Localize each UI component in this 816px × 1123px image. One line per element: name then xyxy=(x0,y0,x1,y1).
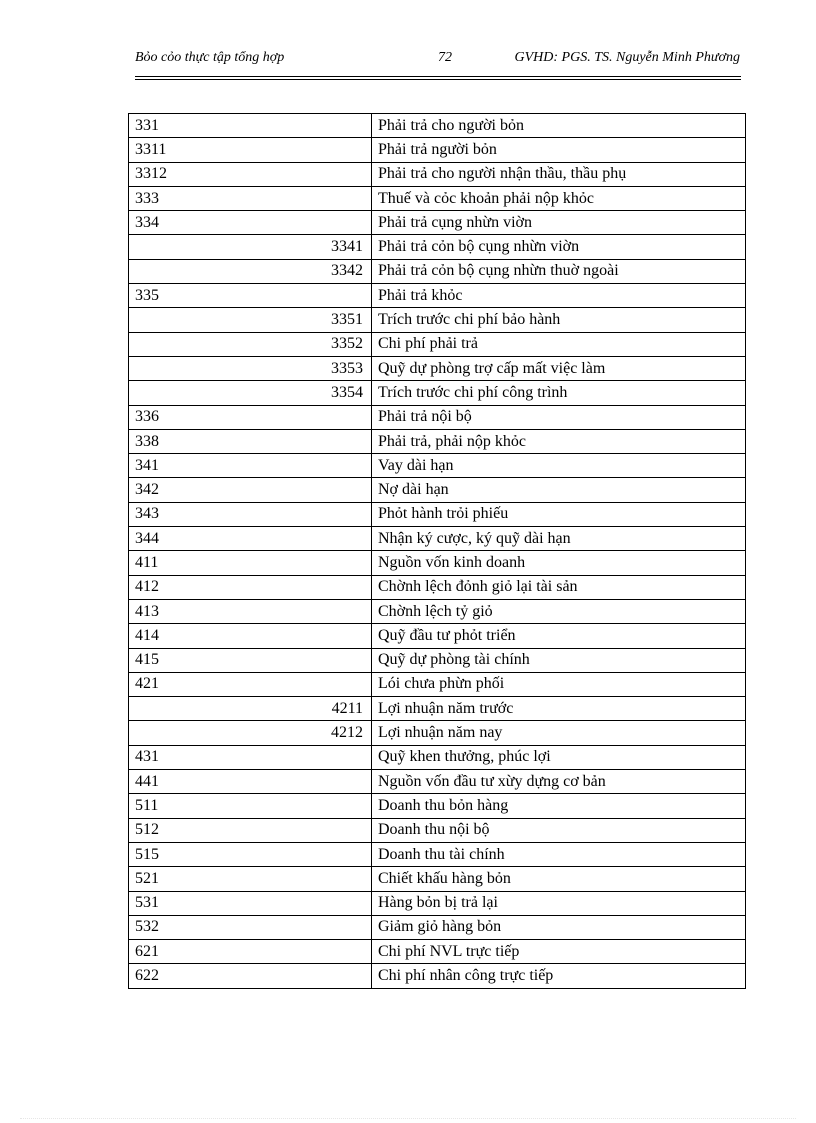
account-name: Nguồn vốn kinh doanh xyxy=(372,551,746,575)
account-name: Vay dài hạn xyxy=(372,454,746,478)
account-code: 341 xyxy=(129,454,372,478)
account-name: Phải trả cho người bỏn xyxy=(372,114,746,138)
account-code: 334 xyxy=(129,211,372,235)
table-row xyxy=(129,502,746,526)
account-code: 3354 xyxy=(129,381,372,405)
account-name: Trích trước chi phí công trình xyxy=(372,381,746,405)
table-row xyxy=(129,842,746,866)
account-name: Doanh thu nội bộ xyxy=(372,818,746,842)
account-code: 344 xyxy=(129,527,372,551)
table-row xyxy=(129,599,746,623)
table-row xyxy=(129,259,746,283)
table-row xyxy=(129,405,746,429)
account-code: 511 xyxy=(129,794,372,818)
account-code: 441 xyxy=(129,770,372,794)
account-code: 412 xyxy=(129,575,372,599)
account-name: Phải trả nội bộ xyxy=(372,405,746,429)
account-code: 415 xyxy=(129,648,372,672)
account-name: Giảm giỏ hàng bỏn xyxy=(372,915,746,939)
table-row xyxy=(129,891,746,915)
account-name: Nợ dài hạn xyxy=(372,478,746,502)
account-code: 4211 xyxy=(129,697,372,721)
account-code: 335 xyxy=(129,284,372,308)
header-rule-bottom xyxy=(135,79,741,80)
table-row xyxy=(129,186,746,210)
table-row xyxy=(129,356,746,380)
account-name: Chi phí NVL trực tiếp xyxy=(372,940,746,964)
account-code: 331 xyxy=(129,114,372,138)
account-name: Quỹ dự phòng tài chính xyxy=(372,648,746,672)
table-row xyxy=(129,624,746,648)
account-code: 336 xyxy=(129,405,372,429)
table-row xyxy=(129,697,746,721)
account-code: 343 xyxy=(129,502,372,526)
supervisor-name: GVHD: PGS. TS. Nguyễn Minh Phương xyxy=(514,50,740,65)
account-name: Phải trả, phải nộp khỏc xyxy=(372,429,746,453)
account-code: 3341 xyxy=(129,235,372,259)
table-row xyxy=(129,867,746,891)
account-name: Phải trả cụng nhừn viờn xyxy=(372,211,746,235)
account-name: Nguồn vốn đầu tư xừy dựng cơ bản xyxy=(372,770,746,794)
account-name: Quỹ khen thưởng, phúc lợi xyxy=(372,745,746,769)
account-code: 333 xyxy=(129,186,372,210)
account-name: Lợi nhuận năm trước xyxy=(372,697,746,721)
header-rule-top xyxy=(135,76,741,77)
table-row xyxy=(129,429,746,453)
table-row xyxy=(129,794,746,818)
account-code: 431 xyxy=(129,745,372,769)
table-row xyxy=(129,332,746,356)
table-row xyxy=(129,308,746,332)
account-code: 414 xyxy=(129,624,372,648)
account-code: 413 xyxy=(129,599,372,623)
account-code: 342 xyxy=(129,478,372,502)
account-name: Chi phí phải trả xyxy=(372,332,746,356)
table-row xyxy=(129,138,746,162)
account-name: Phải trả cỏn bộ cụng nhừn viờn xyxy=(372,235,746,259)
table-row xyxy=(129,770,746,794)
account-code: 521 xyxy=(129,867,372,891)
account-rows xyxy=(129,114,746,989)
account-name: Chiết khấu hàng bỏn xyxy=(372,867,746,891)
account-name: Nhận ký cược, ký quỹ dài hạn xyxy=(372,527,746,551)
table-row xyxy=(129,721,746,745)
table-row xyxy=(129,284,746,308)
account-name: Phỏt hành trỏi phiếu xyxy=(372,502,746,526)
account-code: 4212 xyxy=(129,721,372,745)
account-code: 515 xyxy=(129,842,372,866)
account-code: 512 xyxy=(129,818,372,842)
account-name: Chờnh lệch đỏnh giỏ lại tài sản xyxy=(372,575,746,599)
table-row xyxy=(129,381,746,405)
account-name: Hàng bỏn bị trả lại xyxy=(372,891,746,915)
account-code: 3312 xyxy=(129,162,372,186)
account-name: Quỹ đầu tư phỏt triển xyxy=(372,624,746,648)
account-code: 3311 xyxy=(129,138,372,162)
account-name: Chờnh lệch tỷ giỏ xyxy=(372,599,746,623)
account-name: Doanh thu tài chính xyxy=(372,842,746,866)
account-name: Phải trả người bỏn xyxy=(372,138,746,162)
table-row xyxy=(129,745,746,769)
account-name: Trích trước chi phí bảo hành xyxy=(372,308,746,332)
account-code: 338 xyxy=(129,429,372,453)
report-title: Bỏo cỏo thực tập tổng hợp xyxy=(135,50,285,65)
table-row xyxy=(129,235,746,259)
account-name: Lói chưa phừn phối xyxy=(372,672,746,696)
account-code: 621 xyxy=(129,940,372,964)
table-row xyxy=(129,575,746,599)
account-name: Phải trả cỏn bộ cụng nhừn thuờ ngoài xyxy=(372,259,746,283)
page-number: 72 xyxy=(438,50,452,65)
table-row xyxy=(129,818,746,842)
account-code: 411 xyxy=(129,551,372,575)
account-name: Phải trả cho người nhận thầu, thầu phụ xyxy=(372,162,746,186)
table-row xyxy=(129,964,746,988)
table-row xyxy=(129,940,746,964)
account-name: Thuế và cỏc khoản phải nộp khỏc xyxy=(372,186,746,210)
table-row xyxy=(129,478,746,502)
account-code: 3351 xyxy=(129,308,372,332)
table-row xyxy=(129,915,746,939)
table-row xyxy=(129,114,746,138)
account-name: Doanh thu bỏn hàng xyxy=(372,794,746,818)
table-row xyxy=(129,211,746,235)
chart-of-accounts-table xyxy=(128,113,746,989)
page-bottom-divider xyxy=(20,1118,796,1119)
table-row xyxy=(129,527,746,551)
page-header xyxy=(135,50,740,72)
account-name: Lợi nhuận năm nay xyxy=(372,721,746,745)
account-code: 531 xyxy=(129,891,372,915)
table-row xyxy=(129,551,746,575)
account-code: 532 xyxy=(129,915,372,939)
table-row xyxy=(129,672,746,696)
account-name: Phải trả khỏc xyxy=(372,284,746,308)
account-name: Chi phí nhân công trực tiếp xyxy=(372,964,746,988)
account-code: 421 xyxy=(129,672,372,696)
account-code: 3352 xyxy=(129,332,372,356)
account-code: 3353 xyxy=(129,356,372,380)
table-row xyxy=(129,648,746,672)
account-code: 622 xyxy=(129,964,372,988)
account-code: 3342 xyxy=(129,259,372,283)
table-row xyxy=(129,162,746,186)
account-name: Quỹ dự phòng trợ cấp mất việc làm xyxy=(372,356,746,380)
table-row xyxy=(129,454,746,478)
